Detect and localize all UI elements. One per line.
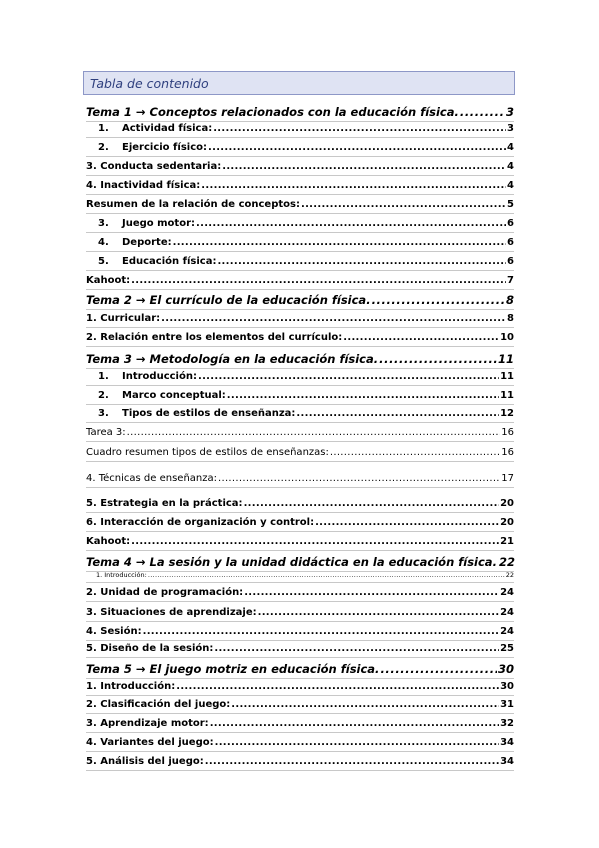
toc-entry-label	[86, 736, 214, 750]
toc-separator	[86, 175, 514, 176]
toc-entry-label	[86, 292, 371, 308]
toc-dot-leader	[301, 198, 506, 212]
toc-dot-leader	[244, 586, 499, 600]
toc-entry[interactable]	[86, 606, 514, 620]
toc-entry-label	[86, 535, 130, 549]
toc-entry[interactable]	[86, 389, 514, 403]
toc-dot-leader	[315, 516, 499, 530]
toc-entry-number: 1.	[98, 371, 109, 382]
toc-entry-text: Tema 1 → Conceptos relacionados con la educación física.	[86, 105, 459, 119]
toc-separator	[86, 770, 514, 771]
toc-entry-text: Ejercicio físico:	[122, 142, 207, 153]
toc-entry-label	[86, 554, 497, 570]
toc-page-number: 22	[505, 571, 514, 579]
toc-dot-leader	[379, 351, 497, 367]
toc-entry[interactable]	[86, 736, 514, 750]
toc-entry-label	[86, 274, 130, 288]
toc-separator	[86, 156, 514, 157]
toc-separator	[86, 251, 514, 252]
toc-page-number: 3	[507, 123, 514, 134]
toc-entry[interactable]	[86, 370, 514, 384]
toc-page-number: 16	[501, 427, 514, 438]
toc-entry[interactable]	[86, 198, 514, 212]
toc-entry-number: 2.	[98, 390, 109, 401]
toc-separator	[86, 404, 514, 405]
toc-separator	[86, 732, 514, 733]
toc-page-number: 11	[500, 390, 514, 401]
toc-separator	[86, 441, 514, 442]
toc-dot-leader	[215, 736, 499, 750]
toc-entry[interactable]	[86, 446, 514, 460]
toc-page-number: 31	[500, 699, 514, 710]
toc-page-number: 30	[500, 681, 514, 692]
toc-dot-leader	[208, 141, 506, 155]
toc-entry-label	[86, 755, 204, 769]
toc-entry[interactable]	[86, 312, 514, 326]
toc-entry[interactable]	[86, 571, 514, 580]
toc-dot-leader	[231, 698, 499, 712]
toc-page-number: 6	[507, 218, 514, 229]
toc-dot-leader	[222, 160, 506, 174]
toc-page-number: 4	[507, 180, 514, 191]
toc-page-number: 6	[507, 237, 514, 248]
toc-page-number: 11	[497, 352, 514, 366]
toc-entry-text: 1. Introducción:	[86, 681, 176, 692]
toc-separator	[86, 385, 514, 386]
toc-dot-leader	[460, 104, 505, 120]
toc-page-number: 17	[501, 473, 514, 484]
toc-separator	[86, 695, 514, 696]
toc-entry-label	[86, 351, 378, 367]
toc-entry-label	[86, 236, 172, 250]
toc-entry[interactable]	[86, 331, 514, 345]
toc-page-number: 34	[500, 756, 514, 767]
toc-entry-label	[86, 370, 197, 384]
toc-entry[interactable]	[86, 586, 514, 600]
toc-entry-text: Kahoot:	[86, 275, 131, 286]
toc-entry-text: 3. Conducta sedentaria:	[86, 161, 222, 172]
toc-page-number: 21	[500, 536, 514, 547]
toc-dot-leader	[244, 497, 500, 511]
toc-separator	[86, 213, 514, 214]
toc-entry[interactable]	[86, 179, 514, 193]
toc-entry-text: Resumen de la relación de conceptos:	[86, 199, 300, 210]
toc-entry-number: 3.	[98, 408, 109, 419]
toc-entry[interactable]	[86, 680, 514, 694]
toc-separator	[86, 582, 514, 583]
toc-entry[interactable]	[86, 160, 514, 174]
toc-page-number: 12	[500, 408, 514, 419]
toc-separator	[86, 461, 514, 462]
toc-entry-label	[86, 104, 459, 120]
toc-entry[interactable]	[86, 274, 514, 288]
toc-entry-label	[86, 661, 379, 677]
toc-dot-leader	[131, 274, 506, 288]
toc-entry-label	[86, 122, 212, 136]
toc-entry-text: Cuadro resumen tipos de estilos de enseñanzas:	[86, 447, 329, 458]
toc-entry[interactable]	[86, 407, 514, 421]
toc-entry-text: 5. Diseño de la sesión:	[86, 643, 214, 654]
toc-page-number: 5	[507, 199, 514, 210]
toc-entry-label	[86, 698, 230, 712]
toc-chapter-entry[interactable]	[86, 292, 514, 308]
toc-entry-label	[86, 606, 257, 620]
toc-entry-text: Educación física:	[122, 256, 217, 267]
toc-separator	[86, 550, 514, 551]
toc-page-number: 22	[498, 555, 515, 569]
toc-dot-leader	[380, 661, 497, 677]
toc-entry-label	[86, 141, 207, 155]
toc-entry-text: Tema 2 → El currículo de la educación física.	[86, 293, 371, 307]
toc-dot-leader	[131, 535, 499, 549]
toc-entry-text: 2. Relación entre los elementos del currículo:	[86, 332, 343, 343]
toc-entry[interactable]	[86, 217, 514, 231]
toc-entry-text: 2. Clasificación del juego:	[86, 699, 231, 710]
toc-separator	[86, 531, 514, 532]
toc-entry[interactable]	[86, 755, 514, 769]
toc-separator	[86, 422, 514, 423]
toc-entry[interactable]	[86, 236, 514, 250]
toc-separator	[86, 232, 514, 233]
toc-entry-label	[86, 198, 300, 212]
toc-entry-text: 4. Técnicas de enseñanza:	[86, 473, 217, 484]
toc-separator	[86, 309, 514, 310]
toc-entry[interactable]	[86, 255, 514, 269]
toc-entry-text: 4. Variantes del juego:	[86, 737, 214, 748]
toc-entry-text: Tema 5 → El juego motriz en educación física.	[86, 662, 380, 676]
toc-entry-label	[86, 625, 142, 639]
toc-entry-number: 3.	[98, 218, 109, 229]
toc-page-number: 20	[500, 498, 514, 509]
toc-entry-label	[86, 217, 195, 231]
toc-separator	[86, 640, 514, 641]
toc-dot-leader	[217, 255, 506, 269]
toc-dot-leader	[214, 642, 499, 656]
toc-separator	[86, 346, 514, 347]
toc-entry-text: 2. Unidad de programación:	[86, 587, 244, 598]
toc-separator	[86, 601, 514, 602]
toc-entry-text: 6. Interacción de organización y control:	[86, 517, 315, 528]
toc-dot-leader	[210, 717, 499, 731]
toc-entry-label	[86, 642, 213, 656]
toc-dot-leader	[343, 331, 499, 345]
toc-separator	[86, 621, 514, 622]
toc-chapter-entry[interactable]	[86, 554, 514, 570]
toc-entry-label	[86, 472, 217, 486]
toc-header	[83, 71, 515, 95]
toc-dot-leader	[258, 606, 499, 620]
toc-page-number: 24	[500, 587, 514, 598]
toc-entry[interactable]	[86, 625, 514, 639]
toc-page-number: 8	[507, 313, 514, 324]
toc-entry-label	[86, 516, 314, 530]
toc-dot-leader	[330, 446, 500, 460]
toc-dot-leader	[296, 407, 499, 421]
toc-page-number: 11	[500, 371, 514, 382]
toc-entry-number: 4.	[98, 237, 109, 248]
toc-dot-leader	[127, 426, 501, 440]
toc-entry[interactable]	[86, 516, 514, 530]
toc-page-number: 10	[500, 332, 514, 343]
toc-entry-number: 1.	[98, 123, 109, 134]
toc-entry-label	[86, 160, 221, 174]
toc-entry-label	[86, 680, 175, 694]
toc-dot-leader	[148, 571, 505, 580]
toc-page-number: 20	[500, 517, 514, 528]
toc-entry-label	[86, 717, 209, 731]
toc-entry-label	[86, 426, 126, 440]
toc-entry[interactable]	[86, 122, 514, 136]
toc-entry-label	[86, 571, 147, 580]
toc-entry-text: 4. Sesión:	[86, 626, 142, 637]
toc-page-number: 24	[500, 607, 514, 618]
toc-entry-text: Introducción:	[122, 371, 197, 382]
toc-dot-leader	[201, 179, 506, 193]
toc-entry-label	[86, 255, 216, 269]
toc-entry-text: Marco conceptual:	[122, 390, 226, 401]
toc-entry-text: Kahoot:	[86, 536, 131, 547]
toc-entry[interactable]	[86, 426, 514, 440]
toc-entry-label	[86, 446, 329, 460]
toc-separator	[86, 751, 514, 752]
toc-entry-text: Juego motor:	[122, 218, 196, 229]
toc-entry[interactable]	[86, 472, 514, 486]
toc-page-number: 25	[500, 643, 514, 654]
toc-entry[interactable]	[86, 141, 514, 155]
toc-separator	[86, 327, 514, 328]
toc-page-number: 3	[505, 105, 514, 119]
toc-chapter-entry[interactable]	[86, 661, 514, 677]
toc-separator	[86, 678, 514, 679]
toc-entry[interactable]	[86, 535, 514, 549]
toc-entry-label	[86, 179, 200, 193]
toc-entry-label	[86, 497, 243, 511]
toc-entry-text: 3. Aprendizaje motor:	[86, 718, 209, 729]
toc-entry[interactable]	[86, 642, 514, 656]
toc-dot-leader	[176, 680, 499, 694]
toc-entry-text: Tarea 3:	[86, 427, 126, 438]
toc-entry-label	[86, 331, 342, 345]
toc-separator	[86, 289, 514, 290]
toc-page-number: 7	[507, 275, 514, 286]
toc-dot-leader	[205, 755, 499, 769]
toc-separator	[86, 512, 514, 513]
toc-separator	[86, 194, 514, 195]
toc-dot-leader	[213, 122, 506, 136]
toc-entry-text: Actividad física:	[122, 123, 213, 134]
toc-entry[interactable]	[86, 698, 514, 712]
toc-page-number: 32	[500, 718, 514, 729]
toc-entry-text: 3. Situaciones de aprendizaje:	[86, 607, 257, 618]
toc-separator	[86, 270, 514, 271]
toc-entry[interactable]	[86, 717, 514, 731]
toc-separator	[86, 657, 514, 658]
toc-entry-text: 1. Curricular:	[86, 313, 161, 324]
toc-entry-text: Deporte:	[122, 237, 172, 248]
toc-entry-label	[86, 312, 160, 326]
toc-chapter-entry[interactable]	[86, 104, 514, 120]
toc-entry-text: Tema 4 → La sesión y la unidad didáctica en la educación física.	[86, 555, 497, 569]
toc-dot-leader	[143, 625, 499, 639]
toc-entry[interactable]	[86, 497, 514, 511]
toc-dot-leader	[372, 292, 505, 308]
toc-page-number: 16	[501, 447, 514, 458]
toc-dot-leader	[218, 472, 500, 486]
toc-entry-number: 5.	[98, 256, 109, 267]
toc-dot-leader	[227, 389, 499, 403]
toc-separator	[86, 713, 514, 714]
toc-entry-text: 4. Inactividad física:	[86, 180, 201, 191]
toc-separator	[86, 368, 514, 369]
toc-dot-leader	[198, 370, 499, 384]
toc-title: Tabla de contenido	[90, 76, 209, 91]
toc-entry-text: Tema 3 → Metodología en la educación física.	[86, 352, 379, 366]
toc-entry-text: 5. Estrategia en la práctica:	[86, 498, 243, 509]
toc-entry-number: 2.	[98, 142, 109, 153]
toc-page-number: 6	[507, 256, 514, 267]
toc-entry-label	[86, 586, 243, 600]
toc-entry-text: 1. Introducción:	[96, 571, 147, 579]
toc-entry-text: Tipos de estilos de enseñanza:	[122, 408, 296, 419]
toc-page-number: 34	[500, 737, 514, 748]
toc-entry-label	[86, 389, 226, 403]
toc-page-number: 24	[500, 626, 514, 637]
toc-entry-label	[86, 407, 295, 421]
toc-page-number: 30	[497, 662, 514, 676]
toc-dot-leader	[173, 236, 506, 250]
toc-chapter-entry[interactable]	[86, 351, 514, 367]
toc-separator	[86, 137, 514, 138]
toc-page-number: 4	[507, 161, 514, 172]
toc-separator	[86, 487, 514, 488]
toc-dot-leader	[161, 312, 506, 326]
toc-entry-text: 5. Análisis del juego:	[86, 756, 204, 767]
toc-dot-leader	[196, 217, 506, 231]
toc-page-number: 8	[505, 293, 514, 307]
toc-page-number: 4	[507, 142, 514, 153]
